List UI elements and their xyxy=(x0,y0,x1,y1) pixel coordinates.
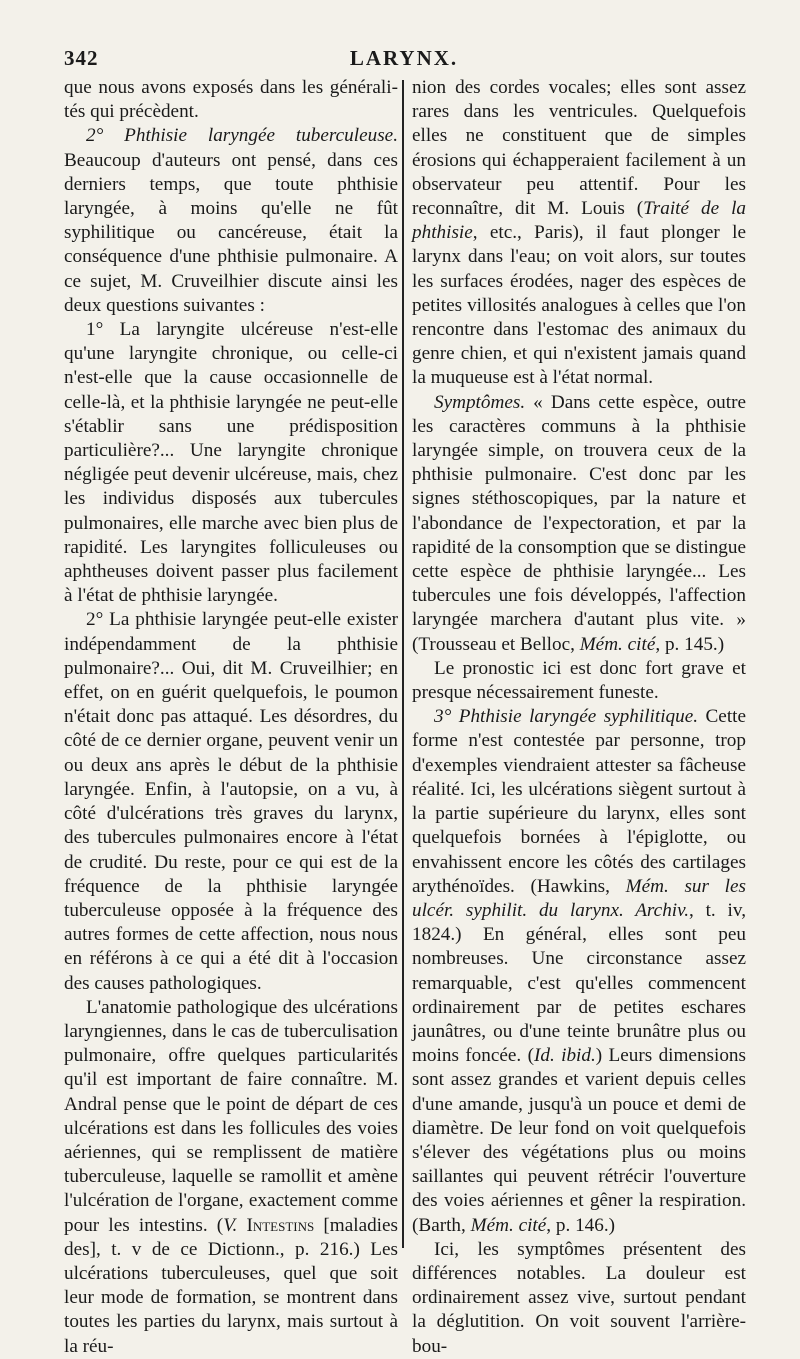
reference: Intestins xyxy=(246,1214,315,1236)
paragraph: Le pronostic ici est donc fort grave et presque nécessairement funeste. xyxy=(412,657,746,704)
page-header xyxy=(64,46,744,76)
reference: Traité de la phthisie xyxy=(412,198,746,244)
paragraph: Ici, les symptômes présentent des différences notables. La douleur est ordinairement assez vive, surtout pendant la déglutition. On voit souvent l'arrière-bou- xyxy=(412,1238,746,1357)
section-heading: 2° Phthisie laryngée tuberculeuse. xyxy=(86,125,398,147)
section-heading: 3° Phthisie laryngée syphilitique. xyxy=(434,706,699,728)
paragraph: Symptômes. « Dans cette espèce, outre les caractères communs à la phthisie laryngée simple, on trouvera ceux de la phthisie pulmonaire. C'est donc par les signes stéthoscopiques, par la nature et l'abondance de l'expectoration, et par la rapidité de la consomption que se distingue cette espèce de phthisie laryngée... Les tubercules une fois développés, l'affection laryngée marchera d'autant plus vite. » (Trousseau et Belloc, Mém. cité, p. 145.) xyxy=(412,391,746,655)
column-divider xyxy=(402,80,404,1248)
running-title: LARYNX. xyxy=(349,46,459,70)
page-number: 342 xyxy=(64,46,99,70)
paragraph: nion des cordes vocales; elles sont assez rares dans les ventricules. Quelquefois elles ne constituent que de simples érosions qui échapperaient facilement à un observateur peu attentif. Pour les reconnaître, dit M. Louis (Traité de la phthisie, etc., Paris), il faut plonger le larynx dans l'eau; on voit alors, sur toutes les surfaces érodées, nager des espèces de petites villosités analogues à celles que l'on rencontre dans l'estomac des animaux du genre chien, et qui n'existent jamais quand la muqueuse est à l'état normal. xyxy=(412,77,746,389)
paragraph: que nous avons exposés dans les générali-tés qui précèdent. xyxy=(64,77,398,123)
section-heading: Symptômes. xyxy=(434,391,526,413)
paragraph: 3° Phthisie laryngée syphilitique. Cette forme n'est contestée par personne, trop d'exemples viendraient attester sa fâcheuse réalité. Ici, les ulcérations siègent surtout à la partie supérieure du larynx, elles sont quelquefois bornées à l'épiglotte, ou envahissent encore les côtés des cartilages arythénoïdes. (Hawkins, Mém. sur les ulcér. syphilit. du larynx. Archiv., t. iv, 1824.) En général, elles sont peu nombreuses. Une circonstance assez remarquable, c'est qu'elles commencent ordinairement par de petites eschares jaunâtres, ou d'une teinte brunâtre plus ou moins foncée. (Id. ibid.) Leurs dimensions sont assez grandes et varient depuis celles d'une amande, jusqu'à un pouce et demi de diamètre. De leur fond on voit quelquefois s'élever des végétations plus ou moins saillantes qui peuvent rétrécir l'ouverture des voies aériennes et gêner la respiration. (Barth, Mém. cité, p. 146.) xyxy=(412,706,746,1236)
paragraph: 2° La phthisie laryngée peut-elle exister indépendamment de la phthisie pulmonaire?... Oui, dit M. Cruveilhier; en effet, on en guérit quelquefois, le poumon n'était donc pas attaqué. Les désordres, du côté de ce dernier organe, peuvent venir un ou deux ans après le début de la phthisie laryngée. Enfin, à l'autopsie, on a vu, à côté d'ulcérations très graves du larynx, des tubercules pulmonaires encore à l'état de crudité. Du reste, pour ce qui est de la fréquence de la phthisie laryngée tuberculeuse opposée à la fréquence des autres formes de cette affection, nous nous en référons à ce qui a été dit à l'occasion des causes pathologiques. xyxy=(64,609,398,994)
left-column xyxy=(64,76,398,1359)
right-column xyxy=(412,76,746,1359)
reference: Id. ibid. xyxy=(533,1045,596,1067)
paragraph: 1° La laryngite ulcéreuse n'est-elle qu'une laryngite chronique, ou celle-ci n'est-elle que la cause occasionnelle de celle-là, et la phthisie laryngée ne peut-elle s'établir sans une prédisposition particulière?... Une laryngite chronique négligée peut devenir ulcéreuse, mais, chez les individus disposés aux tubercules pulmonaires, elle marche avec bien plus de rapidité. Les laryngites folliculeuses ou aphtheuses doivent passer plus facilement à l'état de phthisie laryngée. xyxy=(64,319,398,607)
reference: V. xyxy=(223,1214,238,1236)
reference: Mém. cité xyxy=(579,633,656,655)
reference: Mém. sur les ulcér. syphilit. du larynx. Archiv. xyxy=(412,875,746,921)
paragraph: 2° Phthisie laryngée tuberculeuse. Beaucoup d'auteurs ont pensé, dans ces derniers temps, que toute phthisie laryngée, à moins qu'elle ne fût syphilitique ou cancéreuse, était la conséquence d'une phthisie pulmonaire. A ce sujet, M. Cruveilhier discute ainsi les deux questions suivantes : xyxy=(64,125,398,316)
reference: Mém. cité xyxy=(470,1214,547,1236)
paragraph: L'anatomie pathologique des ulcérations laryngiennes, dans le cas de tuberculisation pulmonaire, offre quelques particularités qu'il est important de faire connaître. M. Andral pense que le point de départ de ces ulcérations est dans les follicules des voies aériennes, qui se remplissent de matière tuberculeuse, laquelle se ramollit et amène l'ulcération de l'organe, exactement comme pour les intestins. (V. Intestins [maladies des], t. v de ce Dictionn., p. 216.) Les ulcérations tuberculeuses, quel que soit leur mode de formation, se montrent dans toutes les parties du larynx, mais surtout à la réu- xyxy=(64,996,398,1357)
